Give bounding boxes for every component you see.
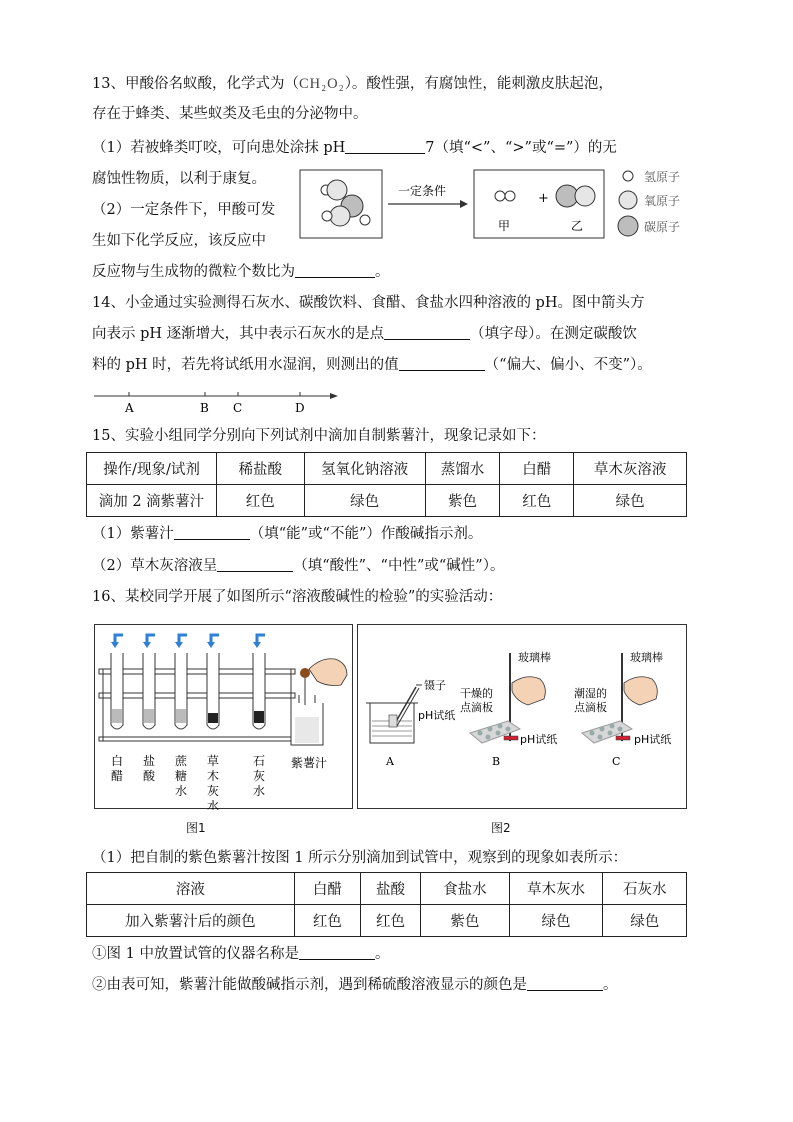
answer-blank-q15-2[interactable]	[217, 557, 293, 572]
q13-line-2: 存在于蜂类、某些蚁类及毛虫的分泌物中。	[92, 106, 368, 122]
test-tube-rack-illustration	[95, 625, 354, 810]
q16-item-2: ②由表可知，紫薯汁能做酸碱指示剂，遇到稀硫酸溶液显示的颜色是 。	[92, 977, 618, 993]
q13-line-1: 13、甲酸俗名蚁酸，化学式为（CH₂O₂）。酸性强，有腐蚀性，能刺激皮肤起泡，	[92, 76, 613, 92]
answer-blank-q14-1[interactable]	[384, 325, 470, 340]
dry-plate-label: 干燥的点滴板	[460, 687, 493, 714]
table-row: 加入紫薯汁后的颜色 红色 红色 紫色 绿色 绿色	[87, 905, 687, 937]
answer-blank-q13-2[interactable]	[295, 263, 375, 278]
reaction-diagram	[296, 164, 696, 244]
tweezers-label: 镊子	[424, 679, 446, 692]
glass-rod-label-b: 玻璃棒	[518, 651, 551, 664]
glass-rod-label-c: 玻璃棒	[630, 651, 663, 664]
q13-line-6: 生如下化学反应，该反应中	[92, 233, 266, 249]
q13-line-4: 腐蚀性物质，以利于康复。	[92, 171, 266, 187]
answer-blank-q15-1[interactable]	[174, 525, 250, 540]
q16-intro: 16、某校同学开展了如图所示“溶液酸碱性的检验”的实验活动：	[92, 589, 503, 605]
figure-2	[357, 624, 687, 809]
legend-hydrogen: 氢原子	[644, 170, 681, 184]
tube-label-baicu: 白醋	[111, 754, 124, 783]
formula-ch2o2: CH₂O₂	[298, 76, 345, 92]
label-c: C	[612, 755, 621, 768]
svg-text:蔗糖水: 蔗糖水	[175, 754, 188, 798]
wet-plate-label: 潮湿的点滴板	[574, 687, 607, 714]
q15-sub-1: （1）紫薯汁 （填“能”或“不能”）作酸碱指示剂。	[92, 526, 483, 542]
q15-sub-2: （2）草木灰溶液呈 （填“酸性”、“中性”或“碱性”）。	[92, 558, 505, 574]
figure-2-caption: 图2	[491, 821, 511, 835]
atom-o	[330, 206, 350, 226]
point-a: A	[125, 401, 134, 415]
q13-line-5: （2）一定条件下，甲酸可发	[92, 202, 276, 218]
plus-sign: +	[538, 191, 549, 206]
q13-line-3: （1）若被蜂类叮咬，可向患处涂抹 pH 7（填“<”、“>”或“=”）的无	[92, 140, 617, 156]
q13-line-7: 反应物与生成物的微粒个数比为 。	[92, 264, 390, 280]
product-yi: 乙	[571, 219, 584, 233]
juice-label: 紫薯汁	[291, 756, 328, 770]
point-c: C	[233, 401, 243, 415]
label-a: A	[386, 755, 394, 768]
atom-h	[360, 215, 370, 225]
ph-axis	[92, 388, 342, 418]
answer-blank-q13-1[interactable]	[345, 139, 425, 154]
svg-text:石灰水: 石灰水	[253, 754, 266, 798]
atom-o	[327, 180, 347, 200]
product-jia: 甲	[498, 219, 511, 233]
q15-table	[86, 452, 687, 517]
svg-text:草木灰水: 草木灰水	[207, 754, 220, 810]
table-row: 滴加 2 滴紫薯汁 红色 绿色 紫色 红色 绿色	[87, 485, 687, 517]
ph-paper-label-a: pH试纸	[418, 709, 456, 722]
q15-intro: 15、实验小组同学分别向下列试剂中滴加自制紫薯汁，现象记录如下：	[92, 428, 546, 444]
table-row: 溶液 白醋 盐酸 食盐水 草木灰水 石灰水	[87, 873, 687, 905]
point-d: D	[295, 401, 305, 415]
tube-label-char: 白	[111, 754, 124, 768]
svg-text:盐酸: 盐酸	[143, 754, 156, 783]
q16-item-1: ①图 1 中放置试管的仪器名称是 。	[92, 946, 390, 962]
answer-blank-q14-2[interactable]	[399, 356, 485, 371]
answer-blank-q16-2[interactable]	[527, 976, 603, 991]
legend-oxygen: 氧原子	[644, 194, 681, 208]
ph-test-illustration	[358, 625, 688, 810]
figure-1	[94, 624, 353, 809]
table-row: 操作/现象/试剂 稀盐酸 氢氧化钠溶液 蒸馏水 白醋 草木灰溶液	[87, 453, 687, 485]
figure-1-caption: 图1	[186, 821, 206, 835]
point-b: B	[200, 401, 209, 415]
arrow-label: 一定条件	[398, 184, 447, 198]
q14-line-2: 向表示 pH 逐渐增大，其中表示石灰水的是点 （填字母）。在测定碳酸饮	[92, 326, 637, 342]
q14-line-1: 14、小金通过实验测得石灰水、碳酸饮料、食醋、食盐水四种溶液的 pH。图中箭头方	[92, 295, 645, 311]
legend-carbon: 碳原子	[644, 220, 681, 234]
q16-table	[86, 872, 687, 937]
ph-paper-label-b: pH试纸	[520, 733, 558, 746]
q16-sub-1: （1）把自制的紫色紫薯汁按图 1 所示分别滴加到试管中，观察到的现象如表所示：	[92, 850, 628, 866]
ph-paper-label-c: pH试纸	[634, 733, 672, 746]
atom-h	[322, 211, 332, 221]
q14-line-3: 料的 pH 时，若先将试纸用水湿润，则测出的值 （“偏大、偏小、不变”）。	[92, 357, 652, 373]
label-b: B	[492, 755, 501, 768]
answer-blank-q16-1[interactable]	[299, 945, 375, 960]
